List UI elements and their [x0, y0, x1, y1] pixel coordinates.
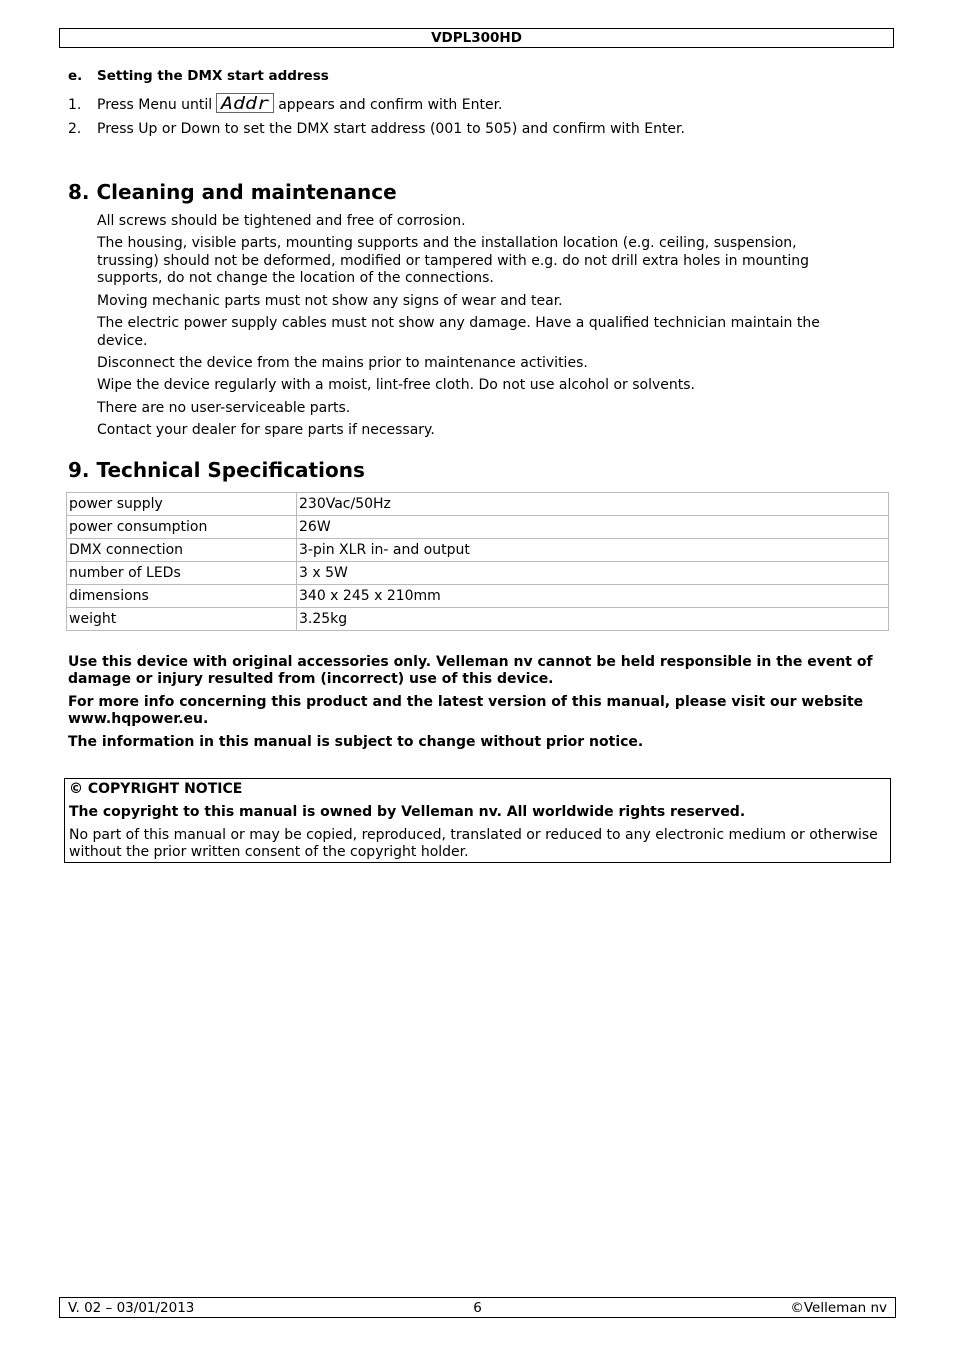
step-text-before: Press Menu until — [97, 97, 213, 113]
step-1 — [68, 93, 503, 114]
step-text-after: appears and confirm with Enter. — [278, 97, 503, 113]
document-model-title: VDPL300HD — [431, 30, 522, 46]
subsection-title: Setting the DMX start address — [97, 68, 329, 84]
page-footer — [59, 1297, 896, 1318]
spec-value: 230Vac/50Hz — [297, 493, 889, 516]
table-row — [67, 562, 889, 585]
cleaning-item: Contact your dealer for spare parts if necessary. — [97, 422, 435, 438]
cleaning-item: There are no user-serviceable parts. — [97, 400, 351, 416]
spec-key: power consumption — [67, 516, 297, 539]
table-row — [67, 608, 889, 631]
spec-key: DMX connection — [67, 539, 297, 562]
spec-value: 3-pin XLR in- and output — [297, 539, 889, 562]
step-text: Press Up or Down to set the DMX start address (001 to 505) and confirm with Enter. — [97, 121, 685, 137]
table-row — [67, 585, 889, 608]
cleaning-item: All screws should be tightened and free of corrosion. — [97, 213, 466, 229]
footer-brand: ©Velleman nv — [790, 1300, 887, 1316]
cleaning-item: Disconnect the device from the mains prior to maintenance activities. — [97, 355, 588, 371]
subsection-letter: e. — [68, 68, 83, 84]
page-header — [59, 28, 894, 48]
cleaning-item: The electric power supply cables must not show any damage. Have a qualified technician maintain the device. — [97, 315, 820, 349]
copyright-title: © COPYRIGHT NOTICE — [69, 781, 243, 797]
copyright-body: No part of this manual or may be copied, reproduced, translated or reduced to any electronic medium or otherwise without the prior written consent of the copyright holder. — [69, 827, 878, 860]
footer-page-number: 6 — [473, 1300, 482, 1316]
table-row — [67, 516, 889, 539]
website-notice: For more info concerning this product and the latest version of this manual, please visit our website www.hqpower.eu. — [68, 694, 864, 727]
specs-table — [66, 492, 889, 631]
lcd-display-icon — [216, 93, 274, 113]
cleaning-item: Wipe the device regularly with a moist, lint-free cloth. Do not use alcohol or solvents. — [97, 377, 695, 393]
spec-value: 3.25kg — [297, 608, 889, 631]
copyright-box — [64, 778, 891, 863]
cleaning-item: Moving mechanic parts must not show any signs of wear and tear. — [97, 293, 563, 309]
spec-value: 3 x 5W — [297, 562, 889, 585]
table-row — [67, 539, 889, 562]
lcd-display-text: Addr — [220, 93, 271, 112]
cleaning-heading: 8. Cleaning and maintenance — [68, 180, 397, 204]
step-number: 2. — [68, 121, 82, 137]
accessories-notice: Use this device with original accessories only. Velleman nv cannot be held responsible in the event of damage or injury resulted from (incorrect) use of this device. — [68, 654, 873, 687]
spec-value: 340 x 245 x 210mm — [297, 585, 889, 608]
step-number: 1. — [68, 97, 82, 113]
step-2 — [68, 120, 685, 138]
footer-version: V. 02 – 03/01/2013 — [68, 1300, 195, 1316]
table-row — [67, 493, 889, 516]
specs-heading: 9. Technical Specifications — [68, 458, 365, 482]
change-notice: The information in this manual is subject to change without prior notice. — [68, 734, 644, 750]
copyright-owner: The copyright to this manual is owned by Velleman nv. All worldwide rights reserved. — [69, 804, 746, 820]
cleaning-item: The housing, visible parts, mounting supports and the installation location (e.g. ceiling, suspension, trussing) should not be deformed, modified or tampered with e.g. do not drill extra holes in mounting supports, do not change the location of the connections. — [97, 235, 810, 286]
spec-key: power supply — [67, 493, 297, 516]
spec-value: 26W — [297, 516, 889, 539]
dmx-subsection-heading — [68, 68, 329, 84]
spec-key: number of LEDs — [67, 562, 297, 585]
spec-key: weight — [67, 608, 297, 631]
spec-key: dimensions — [67, 585, 297, 608]
